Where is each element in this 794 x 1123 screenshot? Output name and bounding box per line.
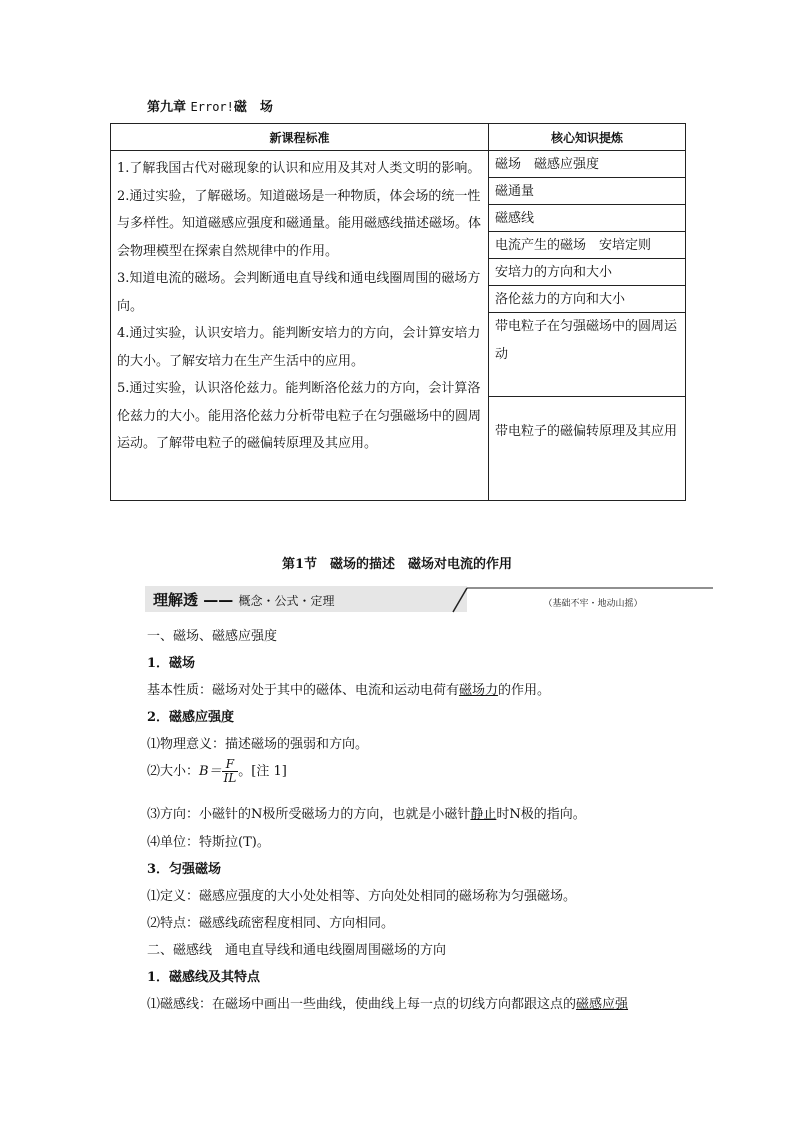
- standard-item: 2.通过实验，了解磁场。知道磁场是一种物质，体会场的统一性与多样性。知道磁感应强度和磁通量。能用磁感线描述磁场。体会物理模型在探索自然规律中的作用。: [117, 188, 482, 259]
- curriculum-table: [110, 123, 686, 501]
- error-text: Error!: [190, 100, 234, 114]
- subheading-field-lines: 1．磁感线及其特点: [147, 970, 261, 985]
- standard-item: 4.通过实验，认识安培力。能判断安培力的方向，会计算安培力的大小。了解安培力在生产生活中的应用。: [117, 326, 481, 369]
- paragraph-definition: ⑴定义：磁感应强度的大小处处相等、方向处处相同的磁场称为匀强磁场。: [147, 889, 577, 904]
- standards-cell: [111, 151, 489, 501]
- core-item: 磁通量: [489, 178, 685, 205]
- paragraph-direction: ⑶方向：小磁针的N极所受磁场力的方向，也就是小磁针静止时N极的指向。: [147, 807, 586, 822]
- header-core: 核心知识提炼: [489, 124, 686, 151]
- banner-title: 理解透 —— 概念・公式・定理: [153, 591, 335, 609]
- paragraph-unit: ⑷单位：特斯拉(T)。: [147, 835, 270, 850]
- core-item: 带电粒子在匀强磁场中的圆周运动: [489, 313, 685, 397]
- formula-fraction: $\frac{F}{IL}$: [223, 757, 237, 785]
- core-item: 电流产生的磁场 安培定则: [489, 232, 685, 259]
- standard-item: 1.了解我国古代对磁现象的认识和应用及其对人类文明的影响。: [117, 161, 481, 176]
- section-banner: [145, 586, 713, 614]
- core-item: 磁场 磁感应强度: [489, 151, 685, 178]
- table-body-row: [111, 151, 686, 501]
- subheading-induction: 2．磁感应强度: [147, 710, 235, 725]
- standard-item: 5.通过实验，认识洛伦兹力。能判断洛伦兹力的方向，会计算洛伦兹力的大小。能用洛伦兹力分析带电粒子在匀强磁场中的圆周运动。了解带电粒子的磁偏转原理及其应用。: [117, 381, 482, 451]
- heading-2: 二、磁感线 通电直导线和通电线圈周围磁场的方向: [147, 943, 447, 958]
- paragraph-feature: ⑵特点：磁感线疏密程度相同、方向相同。: [147, 916, 395, 931]
- paragraph-basic-property: 基本性质：磁场对处于其中的磁体、电流和运动电荷有磁场力的作用。: [147, 683, 551, 698]
- paragraph-meaning: ⑴物理意义：描述磁场的强弱和方向。: [147, 737, 369, 752]
- core-item: 带电粒子的磁偏转原理及其应用: [495, 424, 678, 439]
- chapter-heading: 第九章 Error!磁 场: [147, 100, 273, 115]
- subheading-uniform-field: 3．匀强磁场: [147, 862, 222, 877]
- core-item: 磁感线: [489, 205, 685, 232]
- header-standards: 新课程标准: [111, 124, 489, 151]
- heading-1: 一、磁场、磁感应强度: [147, 629, 278, 644]
- core-item: 洛伦兹力的方向和大小: [489, 286, 685, 313]
- core-item: 安培力的方向和大小: [489, 259, 685, 286]
- section-title: 第1节 磁场的描述 磁场对电流的作用: [281, 557, 513, 572]
- standard-item: 3.知道电流的磁场。会判断通电直导线和通电线圈周围的磁场方向。: [117, 271, 481, 314]
- banner-subtitle: （基础不牢・地动山摇）: [543, 599, 643, 609]
- paragraph-magnitude: ⑵大小：B＝ $\frac{F}{IL}$ 。[注 1]: [147, 757, 287, 785]
- core-cell: [489, 151, 686, 501]
- subheading-magnetic-field: 1．磁场: [147, 656, 196, 671]
- table-header-row: [111, 124, 686, 151]
- paragraph-field-lines: ⑴磁感线：在磁场中画出一些曲线，使曲线上每一点的切线方向都跟这点的磁感应强: [147, 997, 629, 1012]
